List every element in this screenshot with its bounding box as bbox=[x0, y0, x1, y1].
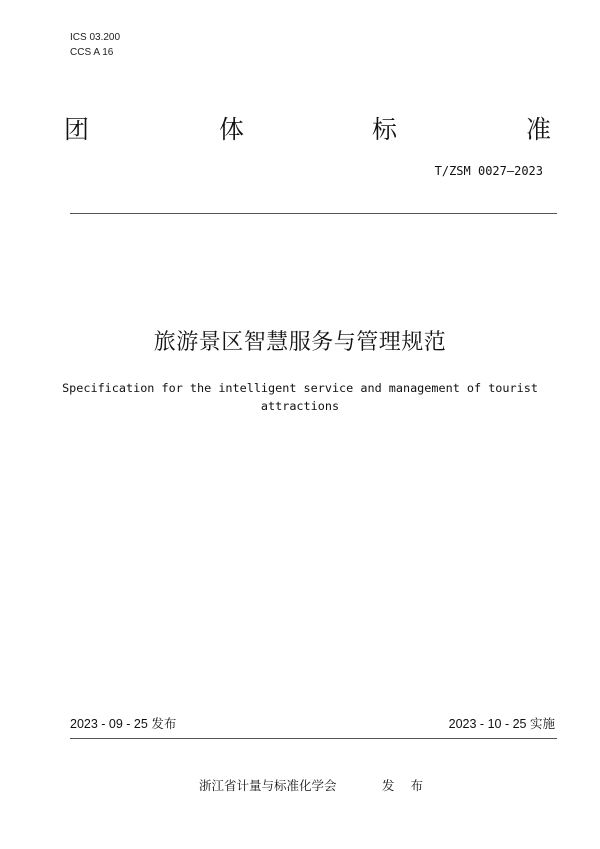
implementation-date-label: 实施 bbox=[529, 716, 555, 731]
issue-date bbox=[70, 716, 176, 732]
standard-number: T/ZSM 0027—2023 bbox=[434, 164, 543, 178]
english-title-line-2: attractions bbox=[260, 399, 340, 413]
english-title bbox=[40, 379, 560, 415]
implementation-date bbox=[449, 716, 555, 732]
publisher-name: 浙江省计量与标准化学会 bbox=[199, 778, 337, 793]
publish-label: 发 布 bbox=[382, 778, 429, 793]
top-divider bbox=[70, 213, 557, 214]
chinese-title: 旅游景区智慧服务与管理规范 bbox=[153, 330, 447, 355]
category-char: 团 bbox=[64, 115, 90, 144]
category-char: 体 bbox=[219, 115, 245, 144]
issue-date-value: 2023 - 09 - 25 bbox=[70, 717, 148, 731]
ccs-code: CCS A 16 bbox=[70, 47, 114, 58]
bottom-divider bbox=[70, 738, 557, 739]
issue-date-label: 发布 bbox=[151, 716, 177, 731]
english-title-line-1: Specification for the intelligent service and management of tourist bbox=[62, 381, 538, 395]
ics-code: ICS 03.200 bbox=[70, 32, 121, 43]
implementation-date-value: 2023 - 10 - 25 bbox=[448, 717, 527, 731]
standard-category-title bbox=[64, 115, 552, 149]
category-char: 标 bbox=[372, 115, 398, 144]
category-char: 准 bbox=[526, 115, 552, 144]
